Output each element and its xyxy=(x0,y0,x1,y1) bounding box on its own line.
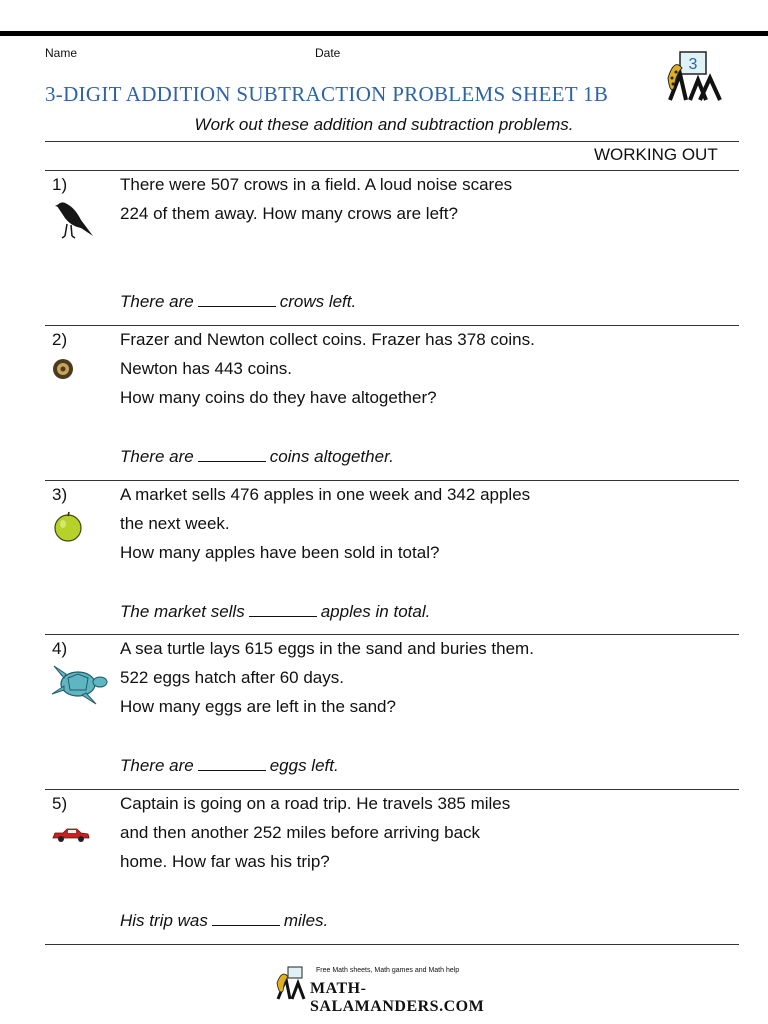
question-line: There were 507 crows in a field. A loud noise scares xyxy=(120,175,513,194)
answer-blank[interactable] xyxy=(198,290,276,307)
answer-prefix: There are xyxy=(120,756,194,775)
problem-number: 5) xyxy=(52,794,68,813)
problem-number: 4) xyxy=(52,639,68,658)
divider xyxy=(45,141,739,142)
coin-icon xyxy=(52,358,74,385)
problem-2 xyxy=(45,327,739,479)
answer-line xyxy=(120,290,356,312)
answer-line xyxy=(120,754,339,776)
question-line: A market sells 476 apples in one week and 342 apples xyxy=(120,485,531,504)
question-line: Captain is going on a road trip. He travels 385 miles xyxy=(120,794,511,813)
question-line: How many apples have been sold in total? xyxy=(120,543,440,562)
page-title: 3-DIGIT ADDITION SUBTRACTION PROBLEMS SHEET 1B xyxy=(45,82,609,106)
divider xyxy=(45,325,739,326)
answer-suffix: miles. xyxy=(283,911,329,930)
salamander-logo-icon xyxy=(660,48,726,104)
answer-line xyxy=(120,445,394,467)
divider xyxy=(45,944,739,945)
problem-4 xyxy=(45,636,739,788)
answer-suffix: crows left. xyxy=(279,292,357,311)
answer-prefix: There are xyxy=(120,447,194,466)
answer-suffix: eggs left. xyxy=(269,756,339,775)
question-line: A sea turtle lays 615 eggs in the sand and buries them. xyxy=(120,639,534,658)
instructions: Work out these addition and subtraction problems. xyxy=(194,115,574,134)
divider xyxy=(45,480,739,481)
footer-tagline: Free Math sheets, Math games and Math help xyxy=(316,967,460,974)
problem-number: 3) xyxy=(52,485,68,504)
turtle-icon xyxy=(50,662,108,711)
crow-icon xyxy=(51,196,93,245)
question-line: 522 eggs hatch after 60 days. xyxy=(120,668,344,687)
divider xyxy=(45,789,739,790)
car-icon xyxy=(51,827,91,848)
answer-blank[interactable] xyxy=(249,600,317,617)
answer-prefix: His trip was xyxy=(120,911,208,930)
question-line: How many eggs are left in the sand? xyxy=(120,697,396,716)
name-label: Name xyxy=(45,46,78,60)
problem-number: 2) xyxy=(52,330,68,349)
working-out-heading: WORKING OUT xyxy=(594,145,718,164)
logo-number: 3 xyxy=(688,56,698,73)
answer-blank[interactable] xyxy=(212,909,280,926)
question-line: and then another 252 miles before arriving back xyxy=(120,823,481,842)
date-label: Date xyxy=(315,46,341,60)
question-line: Newton has 443 coins. xyxy=(120,359,292,378)
answer-suffix: coins altogether. xyxy=(269,447,394,466)
problem-3 xyxy=(45,482,739,634)
divider xyxy=(45,634,739,635)
divider xyxy=(45,170,739,171)
answer-prefix: There are xyxy=(120,292,194,311)
question-line: Frazer and Newton collect coins. Frazer has 378 coins. xyxy=(120,330,535,349)
footer-logo xyxy=(274,963,504,1015)
answer-prefix: The market sells xyxy=(120,602,245,621)
salamander-icon xyxy=(274,965,308,1001)
answer-blank[interactable] xyxy=(198,445,266,462)
top-border xyxy=(0,31,768,36)
answer-line xyxy=(120,600,430,622)
question-line: the next week. xyxy=(120,514,230,533)
footer-site[interactable]: MATH-SALAMANDERS.COM xyxy=(310,980,485,1015)
problem-1 xyxy=(45,172,739,324)
answer-suffix: apples in total. xyxy=(320,602,431,621)
question-line: home. How far was his trip? xyxy=(120,852,330,871)
answer-blank[interactable] xyxy=(198,754,266,771)
question-line: How many coins do they have altogether? xyxy=(120,388,437,407)
problem-5 xyxy=(45,791,739,943)
problem-number: 1) xyxy=(52,175,68,194)
apple-icon xyxy=(52,510,84,547)
answer-line xyxy=(120,909,328,931)
question-line: 224 of them away. How many crows are left? xyxy=(120,204,458,223)
